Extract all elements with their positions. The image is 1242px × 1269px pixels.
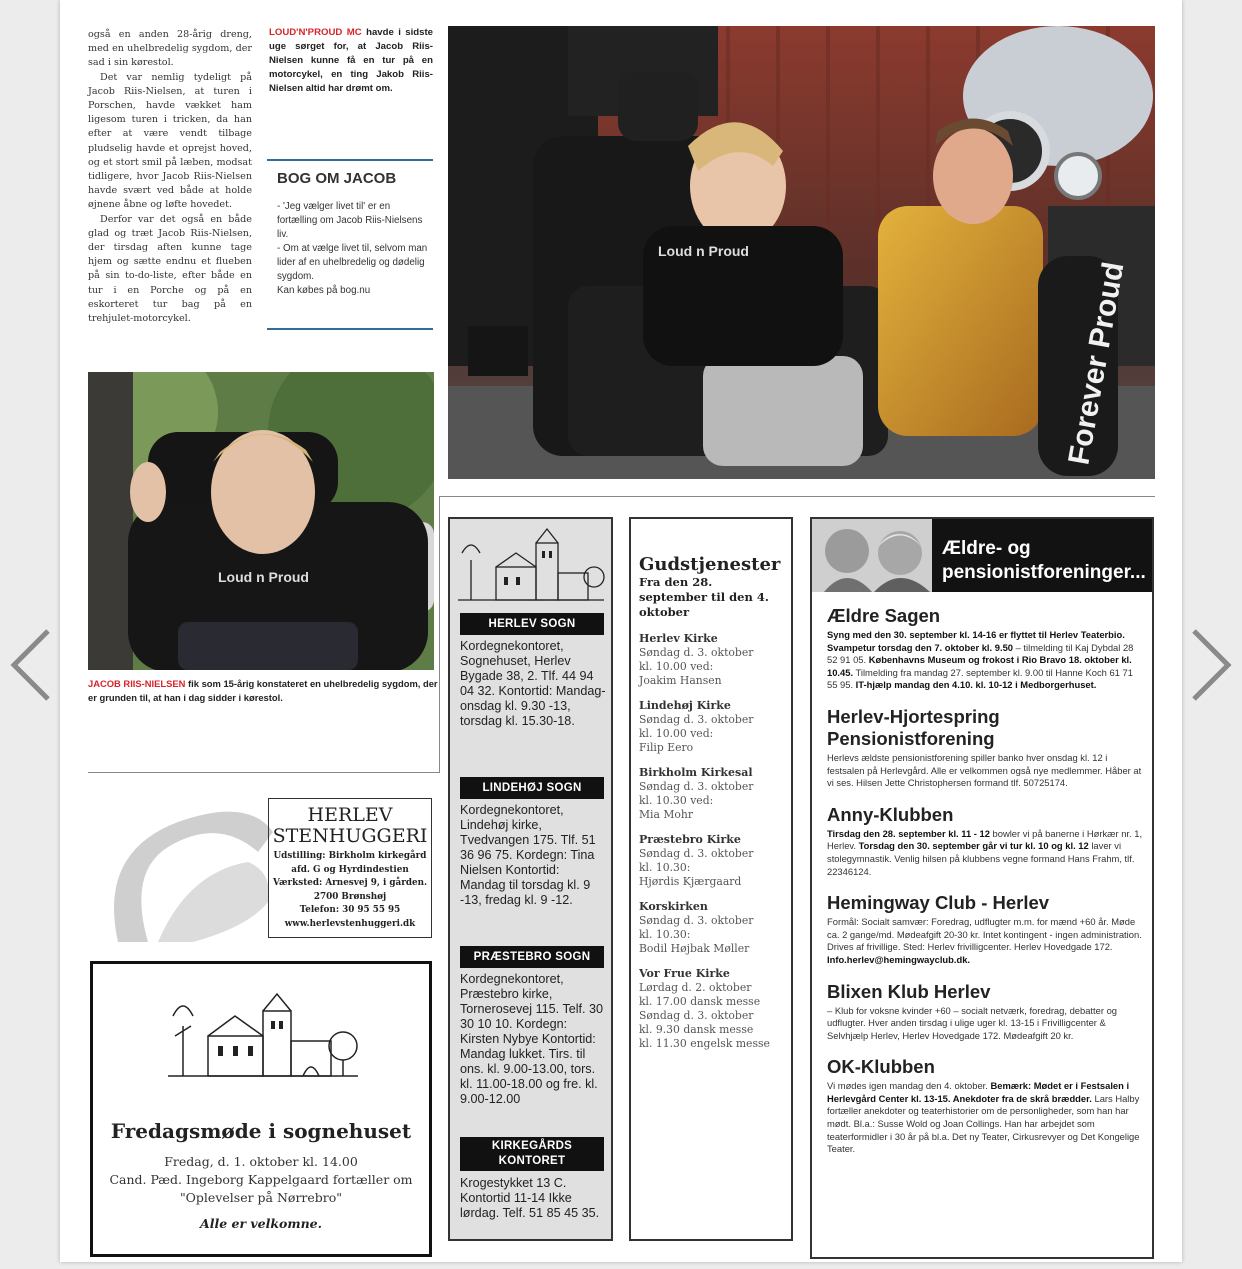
divider	[267, 159, 433, 161]
club-text: Syng med den 30. september kl. 14-16 er flyttet til Herlev Teaterbio. Svampetur torsdag den 7. oktober kl. 9.50 – tilmelding til Kaj Dybdal 28 52 91 05. Københavns Museum og frokost i Rio Bravo 18. oktober kl. 10.45. Tilmelding fra mandag 27. september kl. 9.00 til Hanne Koch 61 71 55 95. IT-hjælp mandag den 4.10. kl. 10-12 i Medborgerhuset.	[827, 629, 1134, 691]
portrait-photo	[88, 372, 434, 670]
article-intro	[269, 26, 433, 96]
service-entry	[639, 967, 783, 1051]
club-section	[827, 804, 1145, 878]
service-line: Joakim Hansen	[639, 674, 722, 687]
church-name: Herlev Kirke	[639, 632, 718, 645]
club-text: – Klub for voksne kvinder +60 – socialt netværk, foredrag, debatter og udflugter. Hver anden tirsdag i ulige uger kl. 13-15 i Frivilligcenter & Selvhjælp Herlev, Herlev Hovedgade 172. Mødeafgift 20 kr.	[827, 1004, 1118, 1041]
club-text-bold: Torsdag den 30. september går vi tur kl. 10 og kl. 12	[858, 840, 1089, 852]
photo-caption	[88, 677, 438, 704]
stenhuggeri-logo-icon	[98, 792, 278, 952]
senior-clubs-header	[812, 519, 1152, 592]
parish-heading: LINDEHØJ SOGN	[460, 777, 604, 799]
fredagsmode-ad	[90, 961, 432, 1257]
club-list	[827, 605, 1145, 1170]
church-name: Korskirken	[639, 900, 708, 913]
service-line: kl. 10.30:	[639, 928, 691, 941]
article-paragraph: også en anden 28-årig dreng, med en uhelbredelig sygdom, der sad i sin kørestol.	[88, 29, 252, 69]
parish-text: Kordegnekontoret, Præstebro kirke, Tornerosevej 115. Telf. 30 30 10 10. Kordegn: Kirsten Nybye Kontortid: Mandag lukket. Tirs. til ons. kl. 9.00-13.00, tors. kl. 11.00-18.00 og fre. kl. 9.00-12.00	[460, 972, 604, 1106]
club-section	[827, 1056, 1145, 1156]
factbox-line: - 'Jeg vælger livet til' er en fortælling om Jacob Riis-Nielsens liv.	[277, 201, 423, 240]
club-name: Ældre Sagen	[827, 605, 941, 626]
shirt-print: Loud n Proud	[218, 569, 309, 585]
club-name: Anny-Klubben	[827, 803, 954, 825]
next-page-arrow-icon[interactable]	[1186, 625, 1236, 705]
article-paragraph: Derfor var det også en både glad og træt Jacob Riis-Nielsen, der tirsdag aften kunne tage hjem og sætte endnu et flueben på sin to-do-liste, efter både en tur i en Porche og på en eskorteret tur bag på en trehjulet-motorcykel.	[88, 213, 252, 325]
service-line: Søndag d. 3. oktober	[639, 914, 754, 927]
club-text-bold: Københavns Museum og frokost i Rio Bravo 18. oktober kl. 10.45.	[827, 654, 1132, 678]
service-line: Bodil Højbak Møller	[639, 942, 750, 955]
ad-line: Fredag, d. 1. oktober kl. 14.00	[164, 1154, 358, 1169]
club-text-bold: Bemærk: Mødet er i Festsalen i Herlevgård Center kl. 13-15. Anekdoter fra de skrå brædder.	[827, 1080, 1130, 1104]
article-body	[88, 28, 252, 326]
parish-text: Kordegnekontoret, Sognehuset, Herlev Bygade 38, 2. Tlf. 44 94 04 32. Kontortid: Mandag-onsdag kl. 9.30 -13, torsdag kl. 15.30-18.	[460, 639, 606, 728]
service-line: Søndag d. 3. oktober	[639, 780, 754, 793]
club-name: Blixen Klub Herlev	[827, 980, 991, 1002]
service-line: kl. 9.30 dansk messe	[639, 1023, 754, 1036]
service-line: Lørdag d. 2. oktober	[639, 981, 752, 994]
service-line: kl. 10.30 ved:	[639, 794, 714, 807]
church-illustration-icon	[163, 986, 363, 1082]
services-subtitle: Fra den 28. september til den 4. oktober	[639, 575, 769, 619]
senior-clubs-box	[810, 517, 1154, 1259]
club-text-bold: Info.herlev@hemingwayclub.dk.	[827, 953, 971, 965]
ad-closing: Alle er velkomne.	[200, 1216, 322, 1231]
parish-heading: KIRKEGÅRDS KONTORET	[460, 1137, 604, 1171]
service-line: Hjørdis Kjærgaard	[639, 875, 742, 888]
ad-line: Telefon: 30 95 55 95	[299, 905, 401, 915]
services-box	[629, 517, 793, 1241]
service-entry	[639, 900, 783, 956]
church-name: Lindehøj Kirke	[639, 699, 731, 712]
factbox-line: Kan købes på bog.nu	[277, 285, 371, 296]
prev-page-arrow-icon[interactable]	[6, 625, 56, 705]
ad-website: www.herlevstenhuggeri.dk	[284, 918, 416, 929]
stenhuggeri-title: HERLEV STENHUGGERI	[272, 804, 428, 847]
divider	[267, 328, 433, 330]
service-line: kl. 10.00 ved:	[639, 660, 714, 673]
divider	[440, 496, 1155, 497]
seniors-photo	[812, 519, 932, 592]
service-line: Mia Mohr	[639, 808, 694, 821]
caption-lead: JACOB RIIS-NIELSEN	[88, 678, 186, 689]
club-name: OK-Klubben	[827, 1056, 935, 1078]
church-name: Vor Frue Kirke	[639, 967, 730, 980]
ad-line: afd. G og Hyrdindestien	[291, 864, 409, 875]
ad-line: Værksted: Arnesvej 9, i gården.	[272, 878, 428, 888]
club-section	[827, 605, 1145, 692]
service-line: Søndag d. 3. oktober	[639, 847, 754, 860]
service-entry	[639, 632, 783, 688]
ad-line: Udstilling: Birkholm kirkegård	[273, 851, 427, 861]
service-line: Filip Eero	[639, 741, 694, 754]
service-line: kl. 10.30:	[639, 861, 691, 874]
service-line: kl. 10.00 ved:	[639, 727, 714, 740]
article-paragraph: Det var nemlig tydeligt på Jacob Riis-Nielsen, at turen i Porschen, havde vækket ham ligesom turen i tricken, da han efter at være vendt tilbage pludselig havde et oprejst hoved, og et stort smil på læben, modsat tidligere, hvor Jacob Riis-Nielsen havde svært ved både at holde øjnene åbne og løfte hovedet.	[88, 71, 252, 211]
church-name: Præstebro Kirke	[639, 833, 741, 846]
services-title: Gudstjenester	[639, 554, 781, 575]
newspaper-page	[60, 0, 1182, 1262]
parish-text: Kordegnekontoret, Lindehøj kirke, Tvedvangen 175. Tlf. 51 36 96 75. Kordegn: Tina Nielsen Kontortid: Mandag til torsdag kl. 9 -13, fredag kl. 9 -12.	[460, 803, 596, 907]
fredagsmode-title: Fredagsmøde i sognehuset	[110, 1119, 412, 1143]
parish-text: Krogestykket 13 C. Kontortid 11-14 Ikke lørdag. Telf. 51 85 45 35.	[460, 1176, 600, 1220]
club-section	[827, 706, 1145, 790]
club-text-bold: Tirsdag den 28. september kl. 11 - 12	[827, 827, 990, 839]
club-text: Vi mødes igen mandag den 4. oktober. Bemærk: Mødet er i Festsalen i Herlevgård Center kl. 13-15. Anekdoter fra de skrå brædder. Lars Halby fortæller anekdoter og teaterhistorier om de personligheder, som han har mødt. Bl.a.: Susse Wold og Joan Collings. Han har arbejdet som teaterformidler i 30 år på bl.a. Det ny Teater, Cirkusrevyer og Det Kongelige Teater.	[827, 1080, 1140, 1155]
church-illustration-icon	[456, 525, 606, 605]
book-factbox	[277, 172, 433, 298]
divider	[439, 496, 440, 773]
intro-text: havde i sidste uge sørget for, at Jacob Riis-Nielsen kunne få en tur på en motorcykel, en ting Jakob Riis-Nielsen altid har drømt om.	[269, 27, 434, 94]
service-line: kl. 17.00 dansk messe	[639, 995, 761, 1008]
club-section	[827, 981, 1145, 1043]
vest-print: Forever Proud	[1062, 259, 1131, 468]
shirt-print: Loud n Proud	[658, 243, 749, 259]
service-line: kl. 11.30 engelsk messe	[639, 1037, 770, 1050]
ad-line: 2700 Brønshøj	[313, 891, 387, 902]
divider	[88, 772, 440, 773]
service-line: Søndag d. 3. oktober	[639, 1009, 754, 1022]
intro-lead: LOUD'N'PROUD MC	[269, 27, 362, 38]
club-section	[827, 892, 1145, 966]
ad-line: "Oplevelser på Nørrebro"	[179, 1190, 343, 1205]
parish-offices-box	[448, 517, 613, 1241]
service-line: Søndag d. 3. oktober	[639, 713, 754, 726]
club-text: Tirsdag den 28. september kl. 11 - 12 bowler vi på banerne i Hørkær nr. 1, Herlev. Torsdag den 30. september går vi tur kl. 10 og kl. 12 laver vi stolegymnastik. Venlig hilsen på klubbens vegne formand Hans Frahm, tlf. 22346124.	[827, 827, 1143, 877]
service-entry	[639, 766, 783, 822]
service-entry	[639, 833, 783, 889]
caption-text: fik som 15-årig konstateret en uhelbredelig sygdom, der er grunden til, at han i dag sidder i kørestol.	[88, 678, 438, 703]
parish-heading: PRÆSTEBRO SOGN	[460, 946, 604, 968]
club-text: Formål: Socialt samvær: Foredrag, udflugter m.m. for mænd +60 år. Møde ca. 2 gange/md. Mødeafgift 20-30 kr. Intet kontingent - ingen administration. Drives af frivillige. Sted: Herlev frivilligcenter. Herlev Hovedgade 172. Info.herlev@hemingwayclub.dk.	[827, 916, 1142, 965]
stenhuggeri-ad	[268, 798, 432, 938]
club-name: Hemingway Club - Herlev	[827, 892, 1050, 914]
factbox-title: BOG OM JACOB	[277, 170, 397, 187]
club-name: Herlev-Hjortespring Pensionistforening	[827, 705, 1000, 749]
service-entry	[639, 699, 783, 755]
main-photo	[448, 26, 1155, 479]
factbox-line: - Om at vælge livet til, selvom man lider af en uhelbredelig og dødelig sygdom.	[277, 243, 428, 282]
church-name: Birkholm Kirkesal	[639, 766, 753, 779]
service-line: Søndag d. 3. oktober	[639, 646, 754, 659]
club-text-bold: IT-hjælp mandag den 4.10. kl. 10-12 i Medborgerhuset.	[855, 679, 1097, 691]
club-text: Herlevs ældste pensionistforening spiller banko hver onsdag kl. 12 i festsalen på Herlevgård. Alle er velkommen også nye medlemmer. Håber at vi ses. Hilsen Jette Christophersen formand tlf. 50725174.	[827, 751, 1142, 789]
club-text-bold: Syng med den 30. september kl. 14-16 er flyttet til Herlev Teaterbio. Svampetur torsdag den 7. oktober kl. 9.50	[827, 629, 1125, 653]
ad-line: Cand. Pæd. Ingeborg Kappelgaard fortæller om	[109, 1172, 413, 1187]
senior-clubs-title: Ældre- og pensionistforeninger...	[942, 538, 1146, 583]
parish-heading: HERLEV SOGN	[460, 613, 604, 635]
